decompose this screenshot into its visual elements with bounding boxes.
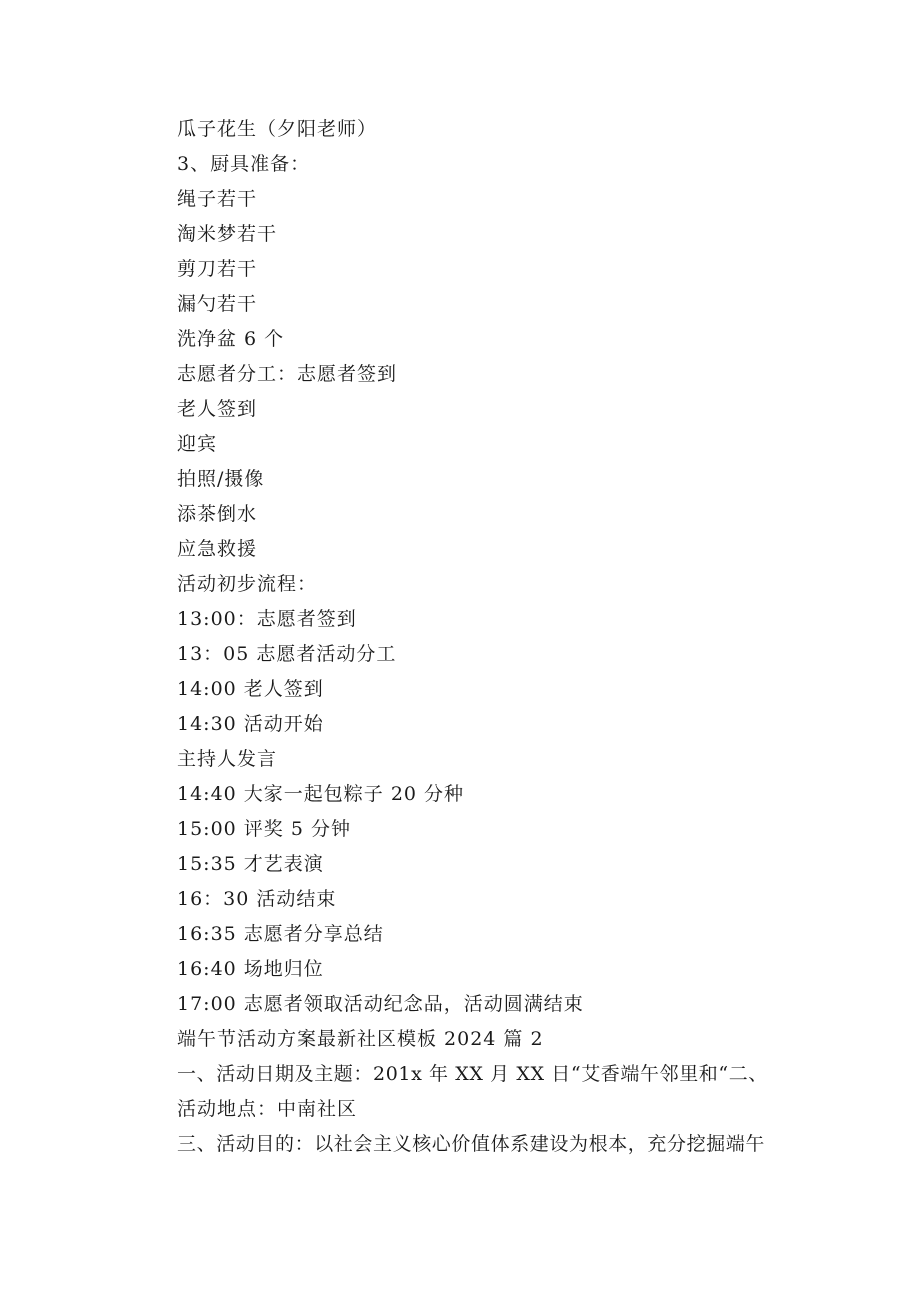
list-item: 洗净盆 6 个 <box>177 328 285 350</box>
document-body <box>177 112 797 1162</box>
section-heading: 3、厨具准备： <box>177 153 311 175</box>
list-item: 添茶倒水 <box>177 503 258 525</box>
list-item: 淘米梦若干 <box>177 223 278 245</box>
text-line: 三、活动目的：以社会主义核心价值体系建设为根本，充分挖掘端午 <box>177 1133 766 1155</box>
text-line: 活动地点：中南社区 <box>177 1098 358 1120</box>
schedule-item: 14:40 大家一起包粽子 20 分种 <box>177 783 465 805</box>
schedule-item: 主持人发言 <box>177 748 278 770</box>
list-item: 老人签到 <box>177 398 258 420</box>
text-line: 一、活动日期及主题：201x 年 XX 月 XX 日“艾香端午邻里和“二、 <box>177 1063 768 1085</box>
schedule-item: 13：05 志愿者活动分工 <box>177 643 397 665</box>
list-item: 迎宾 <box>177 433 218 455</box>
schedule-item: 16:35 志愿者分享总结 <box>177 923 384 945</box>
schedule-item: 17:00 志愿者领取活动纪念品，活动圆满结束 <box>177 993 584 1015</box>
schedule-item: 14:30 活动开始 <box>177 713 324 735</box>
schedule-item: 15:00 评奖 5 分钟 <box>177 818 351 840</box>
list-item: 剪刀若干 <box>177 258 258 280</box>
list-item: 绳子若干 <box>177 188 258 210</box>
list-item: 拍照/摄像 <box>177 468 265 490</box>
schedule-item: 13:00：志愿者签到 <box>177 608 357 630</box>
text-line: 志愿者分工：志愿者签到 <box>177 363 398 385</box>
list-item: 漏勺若干 <box>177 293 258 315</box>
schedule-item: 16:40 场地归位 <box>177 958 324 980</box>
schedule-item: 15:35 才艺表演 <box>177 853 324 875</box>
schedule-item: 14:00 老人签到 <box>177 678 324 700</box>
list-item: 应急救援 <box>177 538 258 560</box>
text-line: 瓜子花生（夕阳老师） <box>177 118 378 140</box>
schedule-item: 16：30 活动结束 <box>177 888 337 910</box>
section-heading: 活动初步流程： <box>177 573 318 595</box>
document-section-title: 端午节活动方案最新社区模板 2024 篇 2 <box>177 1028 544 1050</box>
